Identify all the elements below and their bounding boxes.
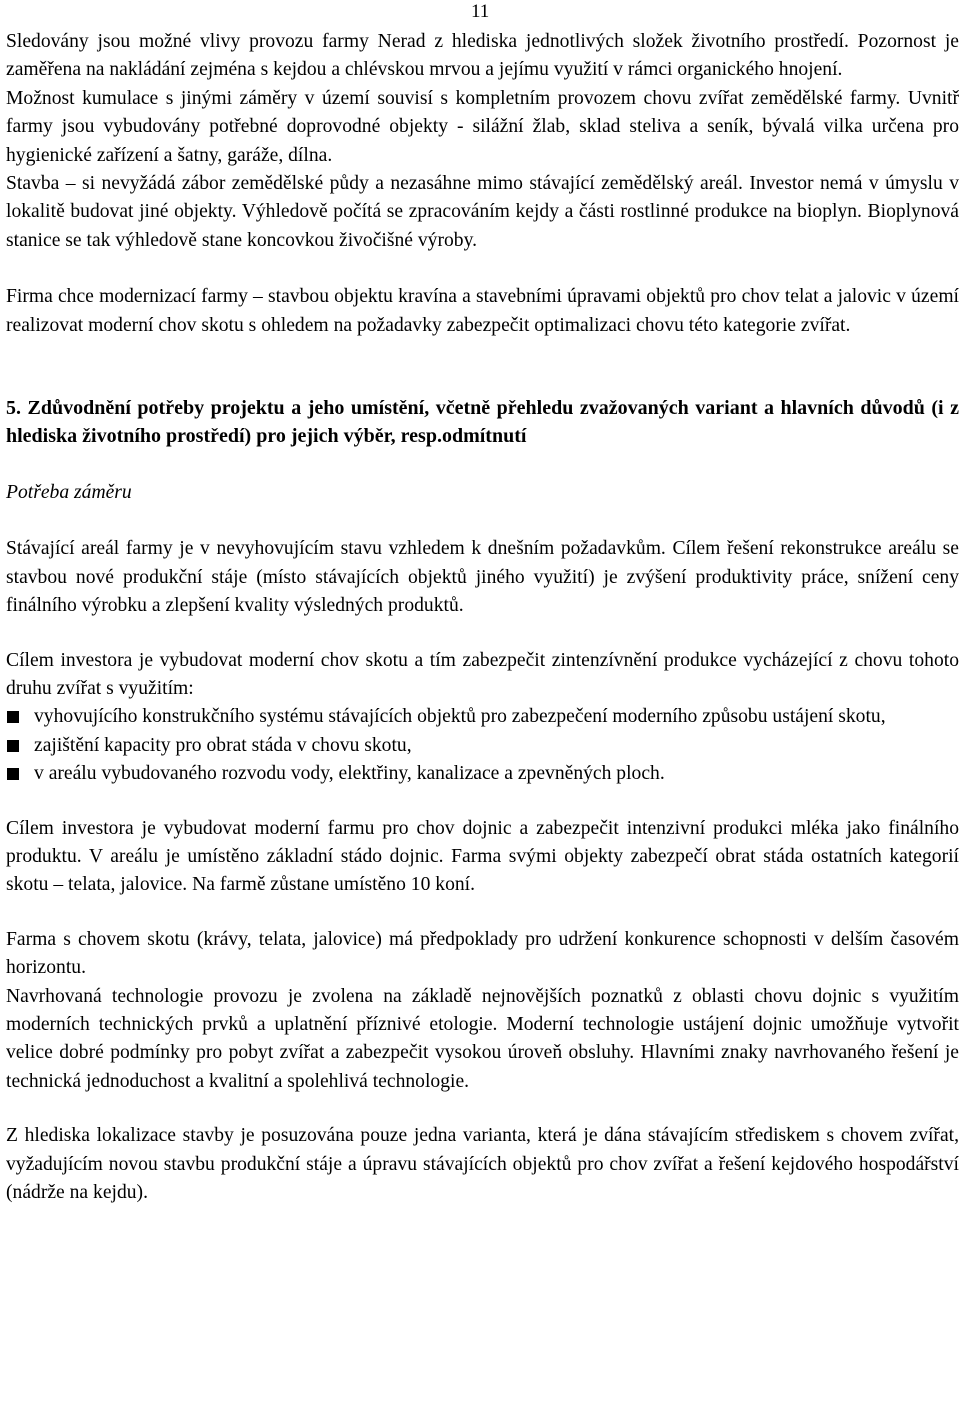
square-bullet-icon [7, 711, 19, 723]
list-item [6, 703, 959, 731]
paragraph-technology: Navrhovaná technologie provozu je zvolena na základě nejnovějších poznatků z oblasti chovu dojnic s využitím moderních technických prvků a uplatnění příznivé etologie. Moderní technologie ustájení dojnic umožňuje vytvořit velice dobré podmínky pro pobyt zvířat a zabezpečit vysokou úroveň obsluhy. Hlavními znaky navrhovaného řešení je technická jednoduchost a kvalitní a spolehlivá technologie. [6, 985, 959, 1092]
page-number: 11 [471, 1, 490, 22]
list-item [6, 760, 959, 788]
list-item-text: v areálu vybudovaného rozvodu vody, elektřiny, kanalizace a zpevněných ploch. [34, 763, 665, 785]
paragraph-localization: Z hlediska lokalizace stavby je posuzována pouze jedna varianta, která je dána stávajícím střediskem s chovem zvířat, vyžadujícím novou stavbu produkční stáje a úpravu stávajících objektů pro chov zvířat a řešení kejdového hospodářství (nádrže na kejdu). [6, 1125, 959, 1203]
section-heading: 5. Zdůvodnění potřeby projektu a jeho umístění, včetně přehledu zvažovaných variant a hlavních důvodů (i z hlediska životního prostředí) pro jejich výběr, resp.odmítnutí [6, 397, 959, 448]
paragraph-modernization: Firma chce modernizací farmy – stavbou objektu kravína a stavebními úpravami objektů pro chov telat a jalovic v území realizovat moderní chov skotu s ohledem na požadavky zabezpečit optimalizaci chovu této kategorie zvířat. [6, 286, 959, 336]
square-bullet-icon [7, 740, 19, 752]
paragraph-construction: Stavba – si nevyžádá zábor zemědělské půdy a nezasáhne mimo stávající zemědělský areál. Investor nemá v úmyslu v lokalitě budovat jiné objekty. Výhledově počítá se zpracováním kejdy a části rostlinné produkce na bioplyn. Bioplynová stanice se tak výhledově stane koncovkou živočišné výroby. [6, 173, 959, 251]
list-item-text: vyhovujícího konstrukčního systému stávajících objektů pro zabezpečení moderního způsobu ustájení skotu, [34, 706, 886, 728]
section-subheading: Potřeba záměru [6, 481, 132, 503]
paragraph-current-state: Stávající areál farmy je v nevyhovujícím stavu vzhledem k dnešním požadavkům. Cílem řešení rekonstrukce areálu se stavbou nové produkční stáje (místo stávajících objektů jiného využití) je zvýšení produktivity práce, snížení ceny finálního výrobku a zlepšení kvality výsledných produktů. [6, 538, 959, 617]
goal-bullet-list [6, 703, 959, 788]
list-item [6, 732, 959, 760]
paragraph-cumulation: Možnost kumulace s jinými záměry v území souvisí s kompletním provozem chovu zvířat zemědělské farmy. Uvnitř farmy jsou vybudovány potřebné doprovodné objekty - silážní žlab, sklad steliva a seník, bývalá vilka určena pro hygienické zařízení a šatny, garáže, dílna. [6, 87, 959, 166]
paragraph-influences: Sledovány jsou možné vlivy provozu farmy Nerad z hlediska jednotlivých složek životního prostředí. Pozornost je zaměřena na nakládání zejména s kejdou a chlévskou mrvou a jejímu využití v rámci organického hnojení. [6, 31, 959, 81]
paragraph-competitiveness: Farma s chovem skotu (krávy, telata, jalovice) má předpoklady pro udržení konkurence schopnosti v delším časovém horizontu. [6, 928, 959, 979]
list-item-text: zajištění kapacity pro obrat stáda v chovu skotu, [34, 734, 412, 756]
square-bullet-icon [7, 768, 19, 780]
paragraph-dairy-farm: Cílem investora je vybudovat moderní farmu pro chov dojnic a zabezpečit intenzivní produkci mléka jako finálního produktu. V areálu je umístěno základní stádo dojnic. Farma svými objekty zabezpečí obrat stáda ostatních kategorií skotu – telata, jalovice. Na farmě zůstane umístěno 10 koní. [6, 817, 959, 896]
paragraph-investor-goal: Cílem investora je vybudovat moderní chov skotu a tím zabezpečit zintenzívnění produkce vycházející z chovu tohoto druhu zvířat s využitím: [6, 649, 959, 699]
document-body [6, 28, 959, 1207]
